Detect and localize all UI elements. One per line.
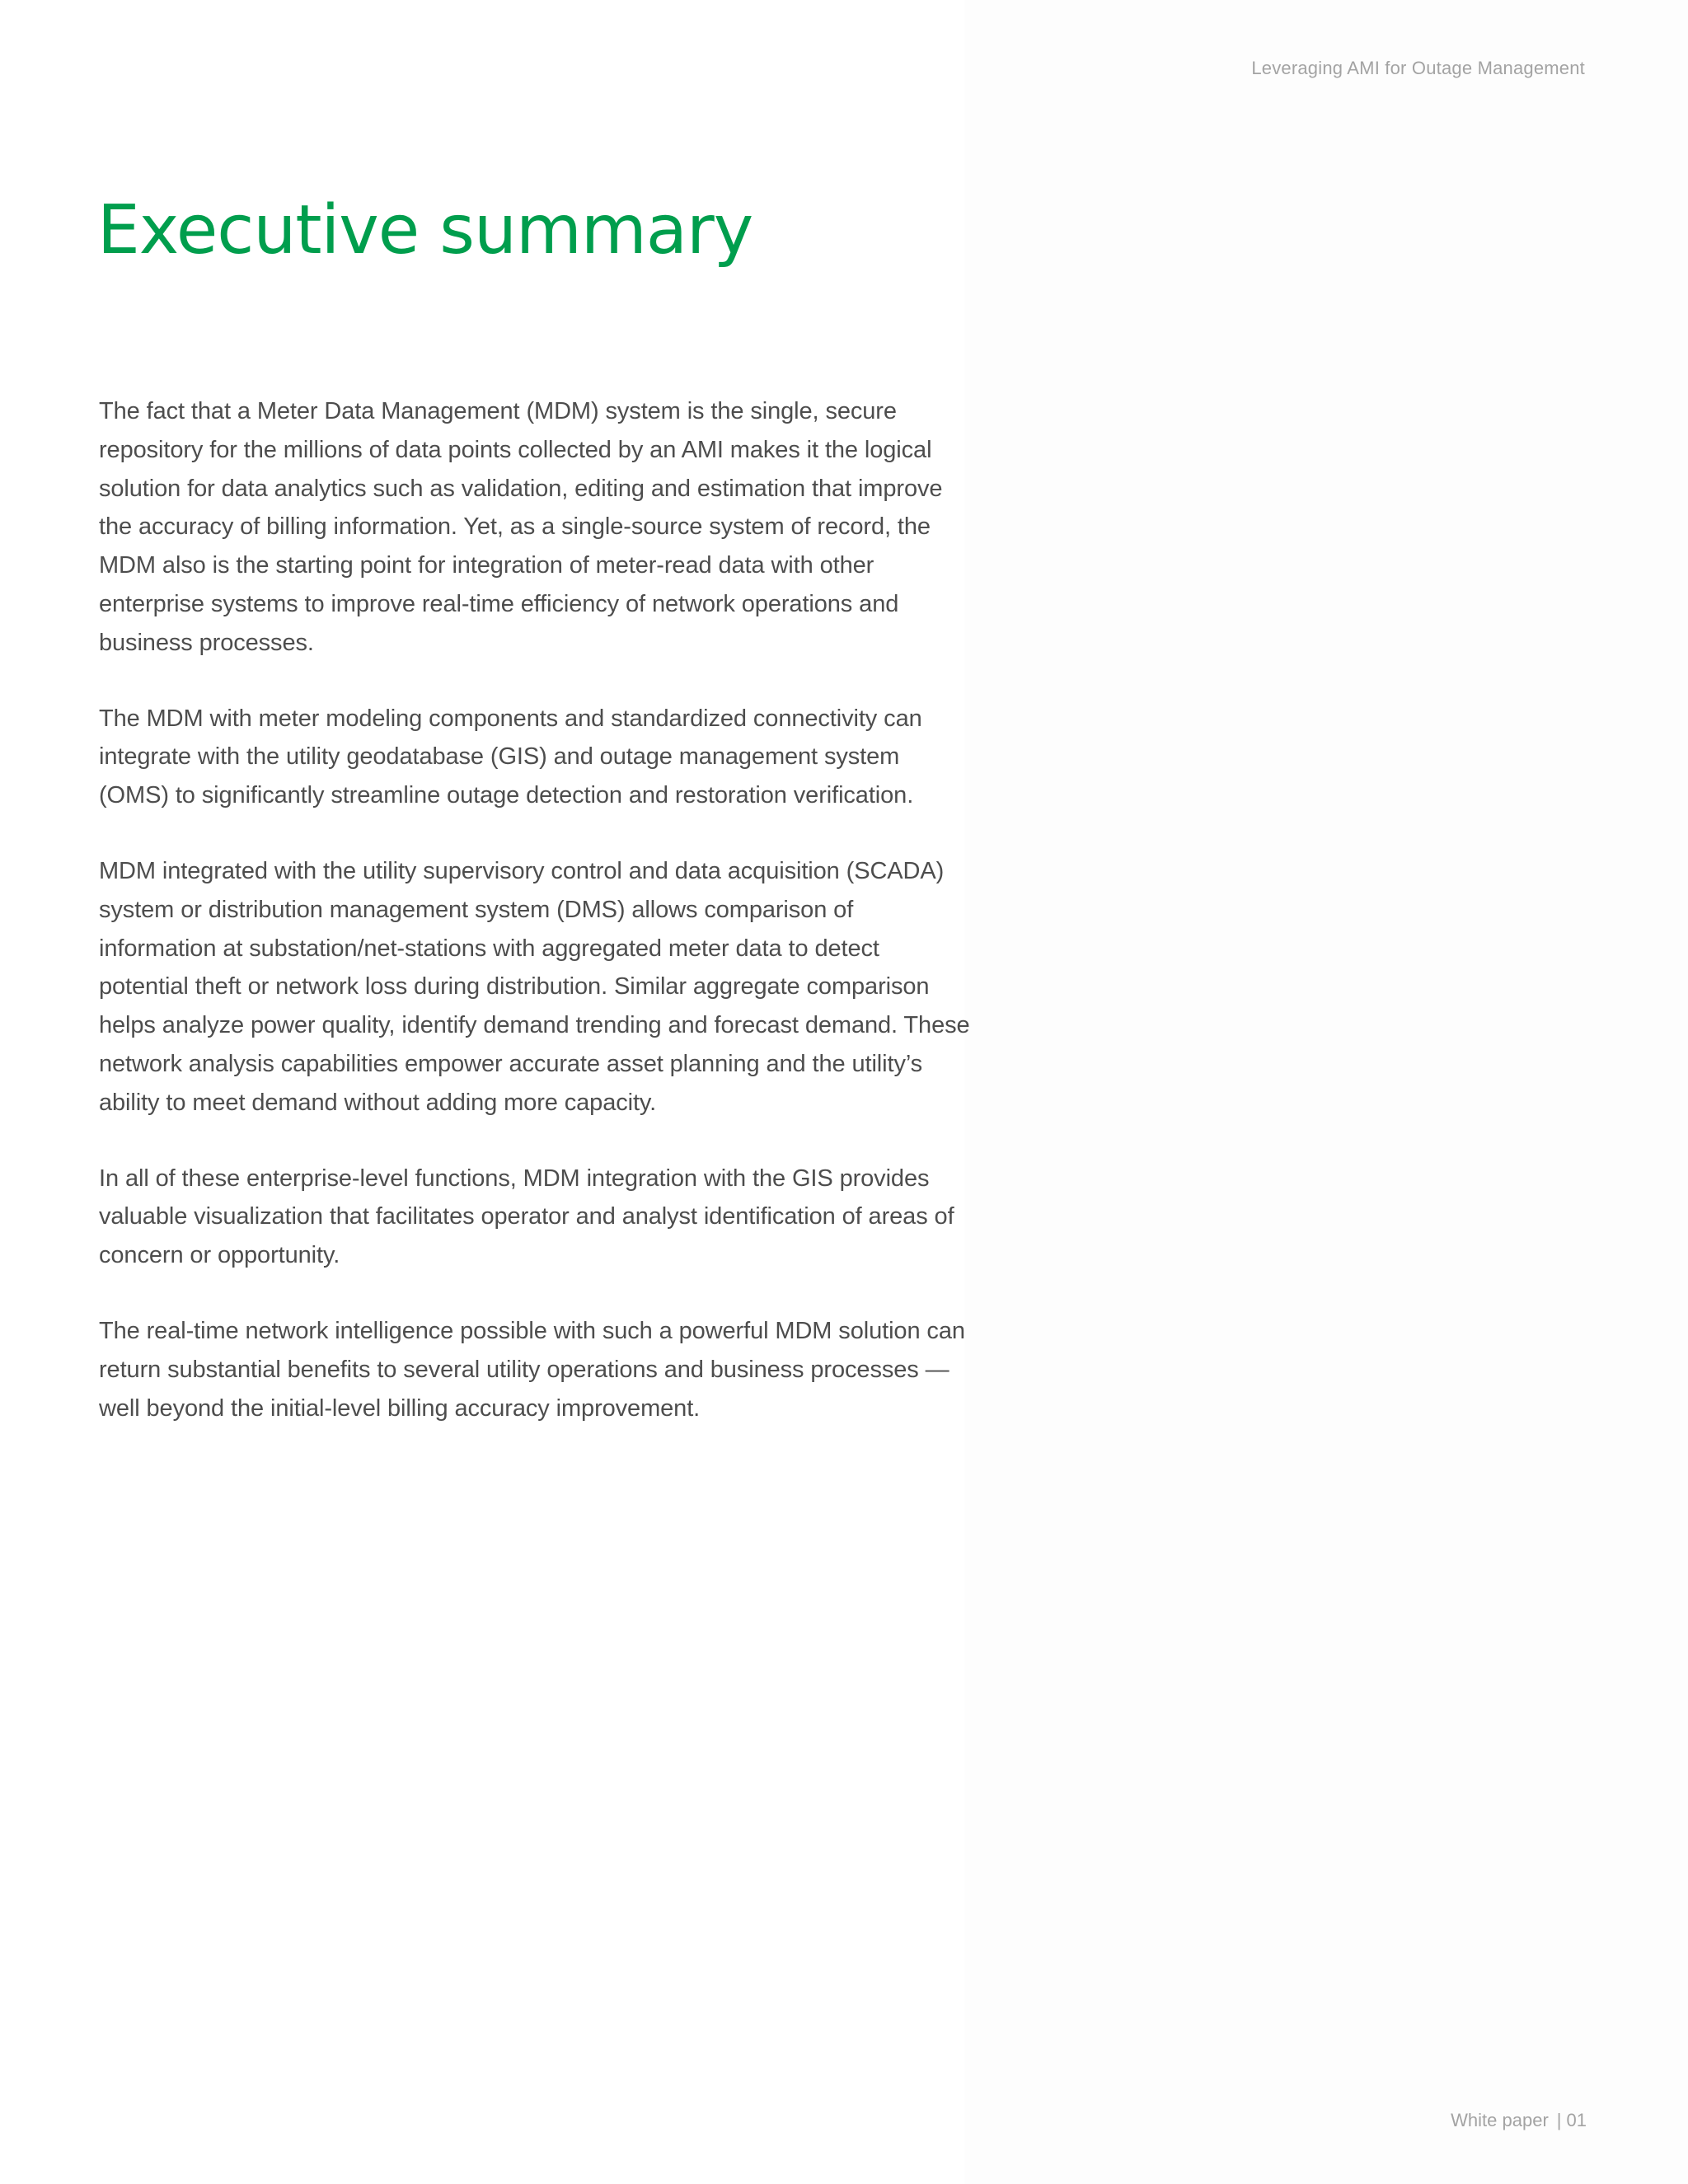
page-background-right: [964, 0, 1688, 2184]
paragraph: In all of these enterprise-level functions, MDM integration with the GIS provides valuable visualization that facilitates operator and analyst identification of areas of concern or opportunity.: [99, 1165, 954, 1269]
page-title: Executive summary: [97, 191, 753, 269]
paragraph: The MDM with meter modeling components and standardized connectivity can integrate with the utility geodatabase (GIS) and outage management system (OMS) to significantly streamline outage detection and restoration verification.: [99, 705, 922, 809]
paragraph: The fact that a Meter Data Management (MDM) system is the single, secure repository for the millions of data points collected by an AMI makes it the logical solution for data analytics such as validation, editing and estimation that improve the accuracy of billing information. Yet, as a single-source system of record, the MDM also is the starting point for integration of meter-read data with other enterprise systems to improve real-time efficiency of network operations and business processes.: [99, 398, 943, 656]
paragraph: The real-time network intelligence possible with such a powerful MDM solution can return substantial benefits to several utility operations and business processes — well beyond the initial-level billing accuracy improvement.: [99, 1317, 965, 1422]
running-header: Leveraging AMI for Outage Management: [1251, 58, 1585, 78]
page-number: 01: [1566, 2110, 1587, 2130]
paragraph: MDM integrated with the utility supervisory control and data acquisition (SCADA) system or distribution management system (DMS) allows comparison of information at substation/net-stations with aggregated meter data to detect potential theft or network loss during distribution. Similar aggregate comparison helps analyze power quality, identify demand trending and forecast demand. These network analysis capabilities empower accurate asset planning and the utility’s ability to meet demand without adding more capacity.: [99, 857, 970, 1116]
footer-doc-type: White paper: [1451, 2110, 1549, 2130]
body-text: [99, 392, 973, 1465]
page-footer: [1451, 2110, 1587, 2131]
footer-separator: |: [1556, 2110, 1562, 2130]
